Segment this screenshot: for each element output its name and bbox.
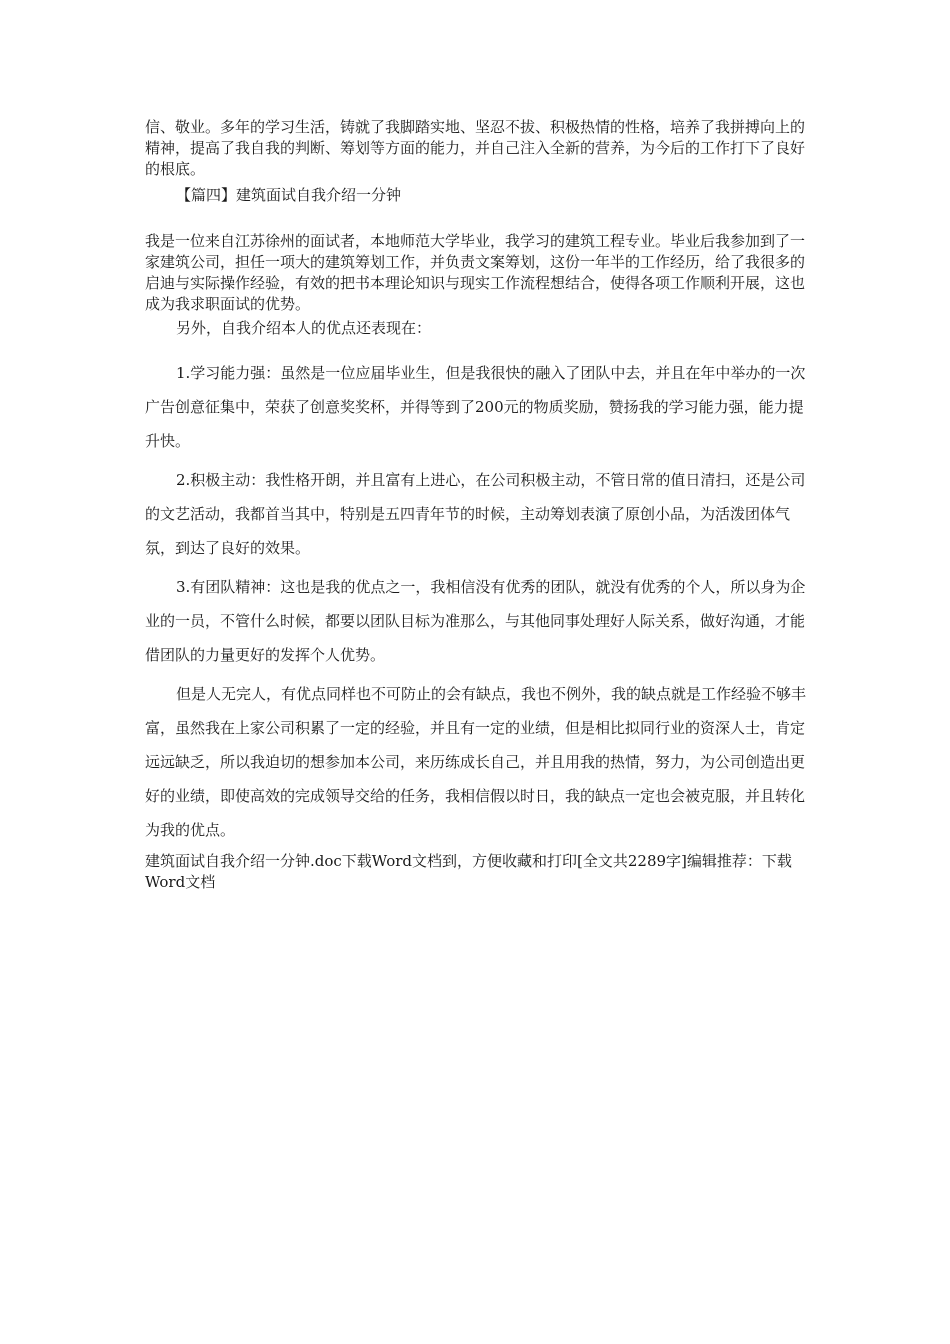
point-proactive: 2.积极主动：我性格开朗，并且富有上进心，在公司积极主动，不管日常的值日清扫，还是公司的文艺活动，我都首当其中，特别是五四青年节的时候，主动筹划表演了原创小品，为活泼团体气氛，到达了良好的效果。 (145, 471, 806, 557)
intro-paragraph: 信、敬业。多年的学习生活，铸就了我脚踏实地、坚忍不拔、积极热情的性格，培养了我拼搏向上的精神，提高了我自我的判断、筹划等方面的能力，并自己注入全新的营养，为今后的工作打下了良好的根底。 (145, 118, 806, 178)
point-teamwork: 3.有团队精神：这也是我的优点之一，我相信没有优秀的团队，就没有优秀的个人，所以身为企业的一员，不管什么时候，都要以团队目标为准那么，与其他同事处理好人际关系，做好沟通，才能借团队的力量更好的发挥个人优势。 (145, 578, 806, 664)
paragraph-advantages-intro: 另外，自我介绍本人的优点还表现在： (176, 319, 432, 337)
section-heading: 【篇四】建筑面试自我介绍一分钟 (176, 186, 402, 204)
paragraph-weaknesses: 但是人无完人，有优点同样也不可防止的会有缺点，我也不例外，我的缺点就是工作经验不够丰富，虽然我在上家公司积累了一定的经验，并且有一定的业绩，但是相比拟同行业的资深人士，肯定远远缺乏，所以我迫切的想参加本公司，来历练成长自己，并且用我的热情，努力，为公司创造出更好的业绩，即使高效的完成领导交给的任务，我相信假以时日，我的缺点一定也会被克服，并且转化为我的优点。 (145, 685, 807, 839)
paragraph-introduction: 我是一位来自江苏徐州的面试者，本地师范大学毕业，我学习的建筑工程专业。毕业后我参加到了一家建筑公司，担任一项大的建筑筹划工作，并负责文案筹划，这份一年半的工作经历，给了我很多的启迪与实际操作经验，有效的把书本理论知识与现实工作流程想结合，使得各项工作顺利开展，这也成为我求职面试的优势。 (145, 232, 806, 313)
point-learning-ability: 1.学习能力强：虽然是一位应届毕业生，但是我很快的融入了团队中去，并且在年中举办的一次广告创意征集中，荣获了创意奖奖杯，并得等到了200元的物质奖励，赞扬我的学习能力强，能力提升快。 (145, 364, 806, 450)
footer-download-note: 建筑面试自我介绍一分钟.doc下载Word文档到，方便收藏和打印[全文共2289字]编辑推荐：下载Word文档 (145, 852, 792, 891)
